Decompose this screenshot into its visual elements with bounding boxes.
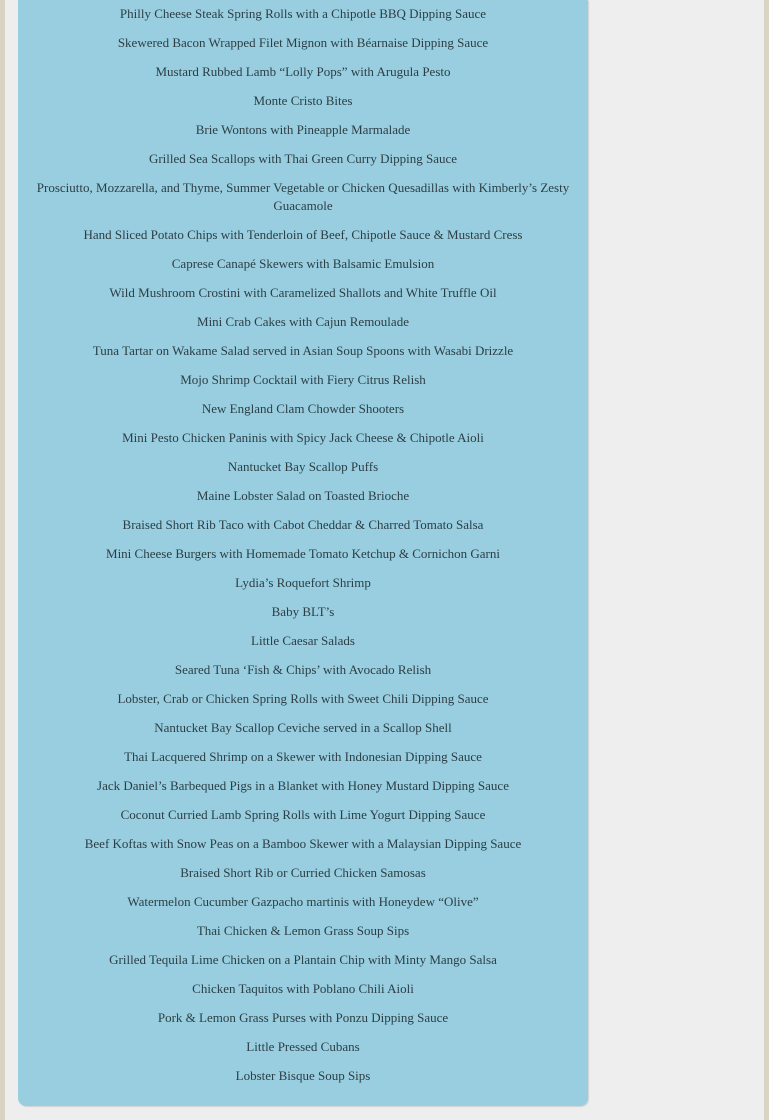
- menu-item: Coconut Curried Lamb Spring Rolls with Lime Yogurt Dipping Sauce: [120, 807, 486, 822]
- menu-item: New England Clam Chowder Shooters: [201, 401, 405, 416]
- menu-item: Grilled Tequila Lime Chicken on a Plantain Chip with Minty Mango Salsa: [109, 952, 497, 967]
- menu-item: Monte Cristo Bites: [253, 93, 353, 108]
- menu-item: Little Caesar Salads: [251, 633, 355, 648]
- sidebar: [596, 0, 766, 1120]
- menu-item: Baby BLT’s: [271, 604, 335, 619]
- menu-list: [18, 5, 588, 1096]
- menu-item: Braised Short Rib or Curried Chicken Samosas: [180, 865, 426, 880]
- menu-item: Little Pressed Cubans: [246, 1039, 360, 1054]
- menu-item: Chicken Taquitos with Poblano Chili Aioli: [192, 981, 414, 996]
- menu-item: Mojo Shrimp Cocktail with Fiery Citrus Relish: [180, 372, 426, 387]
- menu-item: Lydia’s Roquefort Shrimp: [235, 575, 371, 590]
- menu-item: Brie Wontons with Pineapple Marmalade: [195, 122, 411, 137]
- menu-item: Lobster Bisque Soup Sips: [235, 1068, 371, 1083]
- menu-item: Caprese Canapé Skewers with Balsamic Emulsion: [171, 256, 435, 271]
- menu-item: Grilled Sea Scallops with Thai Green Curry Dipping Sauce: [148, 151, 458, 166]
- menu-item: Watermelon Cucumber Gazpacho martinis with Honeydew “Olive”: [127, 894, 479, 909]
- menu-item: Mini Pesto Chicken Paninis with Spicy Jack Cheese & Chipotle Aioli: [122, 430, 484, 445]
- menu-item: Lobster, Crab or Chicken Spring Rolls with Sweet Chili Dipping Sauce: [117, 691, 489, 706]
- menu-item: Maine Lobster Salad on Toasted Brioche: [196, 488, 410, 503]
- menu-item: Thai Lacquered Shrimp on a Skewer with Indonesian Dipping Sauce: [124, 749, 482, 764]
- menu-item: Braised Short Rib Taco with Cabot Cheddar & Charred Tomato Salsa: [122, 517, 484, 532]
- menu-item: Beef Koftas with Snow Peas on a Bamboo Skewer with a Malaysian Dipping Sauce: [84, 836, 522, 851]
- menu-item: Mini Cheese Burgers with Homemade Tomato Ketchup & Cornichon Garni: [106, 546, 500, 561]
- menu-item: Mini Crab Cakes with Cajun Remoulade: [197, 314, 409, 329]
- menu-item: Pork & Lemon Grass Purses with Ponzu Dipping Sauce: [157, 1010, 449, 1025]
- menu-item: Philly Cheese Steak Spring Rolls with a Chipotle BBQ Dipping Sauce: [119, 6, 487, 21]
- menu-panel: [18, 0, 588, 1106]
- menu-item: Wild Mushroom Crostini with Caramelized Shallots and White Truffle Oil: [109, 285, 497, 300]
- menu-item: Hand Sliced Potato Chips with Tenderloin of Beef, Chipotle Sauce & Mustard Cress: [83, 227, 523, 242]
- menu-item: Seared Tuna ‘Fish & Chips’ with Avocado Relish: [174, 662, 432, 677]
- menu-item: Nantucket Bay Scallop Puffs: [227, 459, 379, 474]
- menu-item: Mustard Rubbed Lamb “Lolly Pops” with Arugula Pesto: [155, 64, 451, 79]
- menu-item: Prosciutto, Mozzarella, and Thyme, Summer Vegetable or Chicken Quesadillas with Kimberly’s Zesty Guacamole: [36, 180, 570, 213]
- menu-item: Jack Daniel’s Barbequed Pigs in a Blanket with Honey Mustard Dipping Sauce: [97, 778, 509, 793]
- menu-item: Thai Chicken & Lemon Grass Soup Sips: [196, 923, 410, 938]
- menu-item: Nantucket Bay Scallop Ceviche served in a Scallop Shell: [154, 720, 452, 735]
- menu-item: Tuna Tartar on Wakame Salad served in Asian Soup Spoons with Wasabi Drizzle: [92, 343, 514, 358]
- menu-item: Skewered Bacon Wrapped Filet Mignon with Béarnaise Dipping Sauce: [117, 35, 489, 50]
- page-frame: [5, 0, 764, 1120]
